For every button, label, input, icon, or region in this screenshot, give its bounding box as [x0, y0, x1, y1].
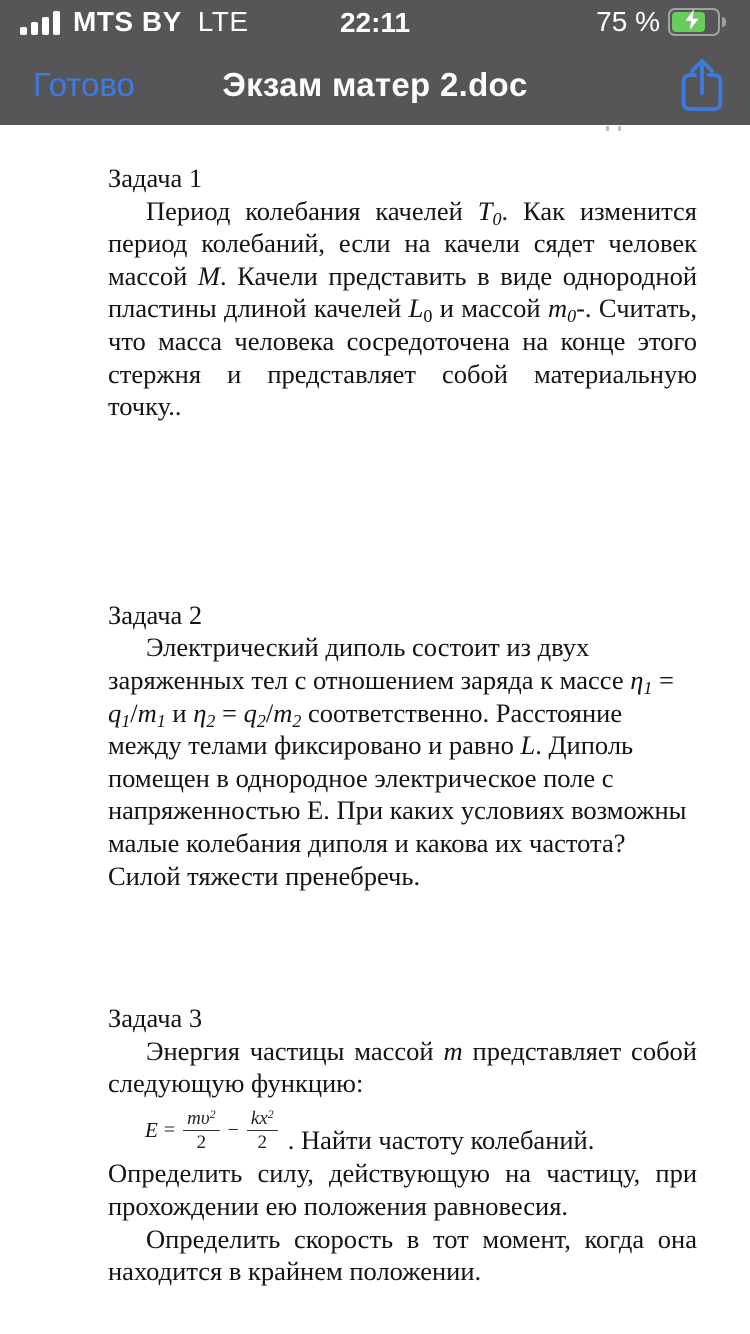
- battery-body: [668, 8, 720, 36]
- task-1-paragraph: Период колебания качелей T0. Как изменится период колебаний, если на качели сядет человек массой М. Качели представить в виде однородной пластины длиной качелей L0 и массой m0-. Считать, что масса человека сосредоточена на конце этого стержня и представляет собой материальную точку..: [108, 195, 697, 422]
- task-1: [108, 162, 697, 423]
- formula-fraction-kinetic: [183, 1108, 219, 1154]
- fraction-numerator: $kx^2$: [247, 1108, 278, 1131]
- formula-minus-sign: −: [227, 1119, 239, 1142]
- document-title: Экзам матер 2.doc: [222, 65, 528, 103]
- battery-percent-label: 75 %: [596, 6, 660, 37]
- clock: 22:11: [339, 7, 411, 38]
- formula-suffix-text: . Найти частоту колебаний.: [287, 1124, 595, 1155]
- formula-lhs: E: [145, 1118, 158, 1143]
- lightning-bolt-icon: [682, 8, 702, 32]
- status-bar: [0, 0, 750, 44]
- task-3-paragraph-force: Определить силу, действующую на частицу, при прохождении ею положения равновесия.: [108, 1158, 697, 1221]
- task-3-paragraph-intro: Энергия частицы массой m представляет собой следующую функцию:: [108, 1035, 697, 1099]
- task-3: [108, 1002, 697, 1288]
- task-2-paragraph: Электрический диполь состоит из двух заряженных тел с отношением заряда к массе η1 = q1/m1 и η2 = q2/m2 соответственно. Расстояние между телами фиксировано и равно L. Диполь помещен в однородное электрическое поле с напряженностью Е. При каких условиях возможны малые колебания диполя и какова их частота? Силой тяжести пренебречь.: [108, 632, 687, 891]
- fraction-numerator: $m\upsilon^2$: [183, 1108, 219, 1131]
- network-type-label: LTE: [197, 6, 249, 37]
- nav-bar: [0, 44, 750, 125]
- header: [0, 0, 750, 125]
- task-3-heading: Задача 3: [108, 1003, 203, 1034]
- share-icon: [676, 54, 728, 116]
- fraction-denominator: 2: [257, 1132, 268, 1154]
- formula-fraction-potential: [247, 1108, 278, 1154]
- clipped-text-fragment: [606, 126, 609, 131]
- energy-formula: [108, 1108, 697, 1154]
- done-button[interactable]: Готово: [33, 65, 135, 103]
- carrier-label: MTS BY: [73, 6, 182, 37]
- task-3-paragraph-speed: Определить скорость в тот момент, когда она находится в крайнем положении.: [108, 1223, 697, 1287]
- task-1-heading: Задача 1: [108, 163, 203, 193]
- formula-equals-sign: =: [163, 1119, 176, 1142]
- battery-charging-icon: [668, 8, 726, 36]
- share-button[interactable]: [676, 54, 728, 116]
- task-2: [108, 599, 697, 892]
- document-page[interactable]: [0, 125, 750, 1288]
- task-2-heading: Задача 2: [108, 599, 203, 630]
- fraction-denominator: 2: [196, 1132, 207, 1154]
